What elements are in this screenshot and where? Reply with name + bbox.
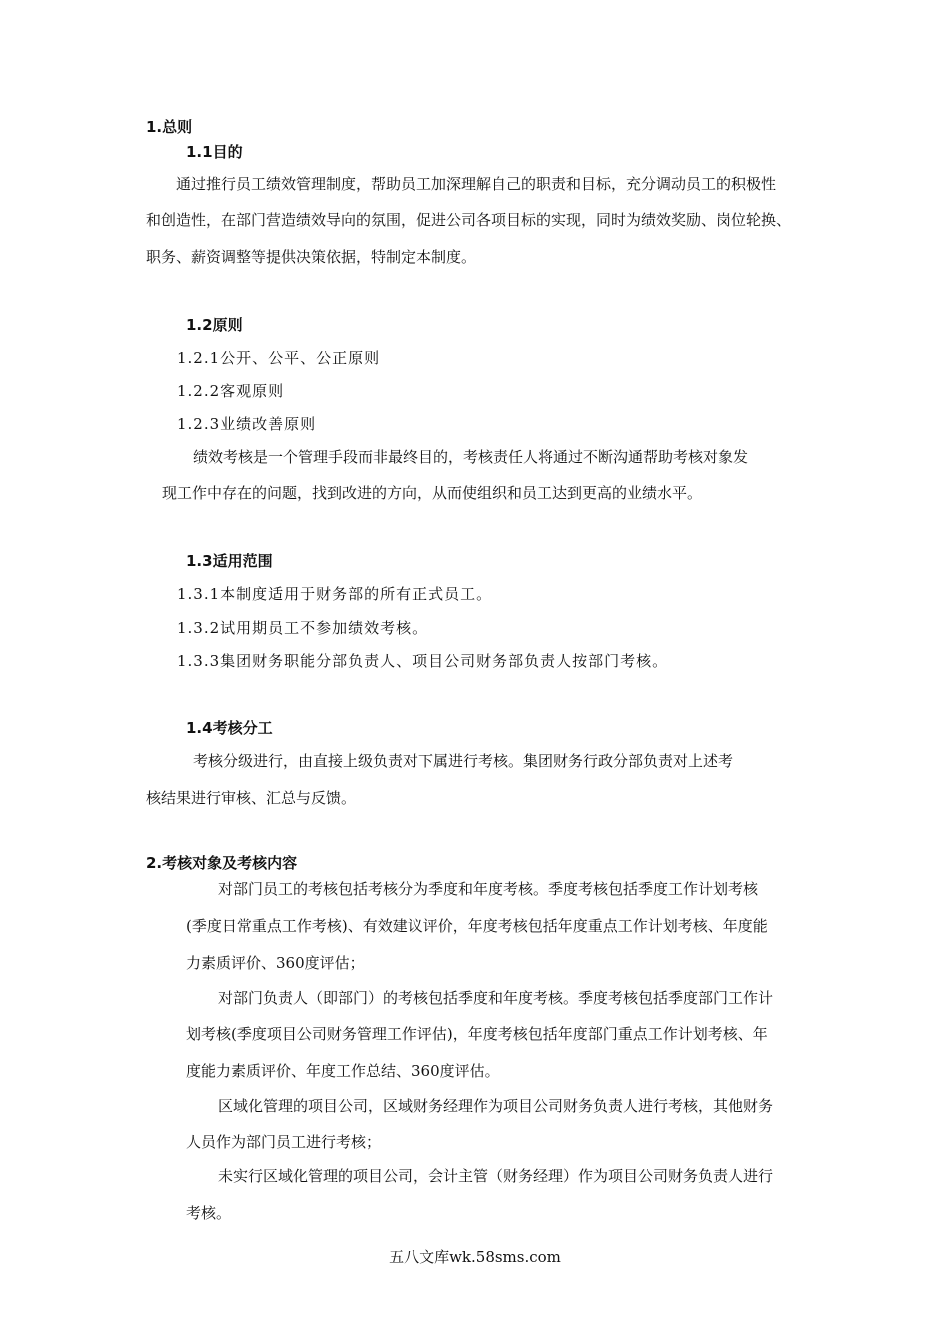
- list-item: 1.2.3业绩改善原则: [177, 415, 317, 433]
- list-item: 1.2.2客观原则: [177, 382, 285, 400]
- section-2-title: 2.考核对象及考核内容: [146, 854, 298, 872]
- section-1-2-title: 1.2原则: [186, 316, 243, 334]
- list-item: 1.3.1本制度适用于财务部的所有正式员工。: [177, 585, 493, 603]
- paragraph-line: (季度日常重点工作考核)、有效建议评价，年度考核包括年度重点工作计划考核、年度能: [186, 917, 768, 935]
- paragraph-line: 通过推行员工绩效管理制度，帮助员工加深理解自己的职责和目标，充分调动员工的积极性: [176, 175, 777, 193]
- footer-watermark: 五八文库wk.58sms.com: [389, 1248, 561, 1266]
- paragraph-line: 现工作中存在的问题，找到改进的方向，从而使组织和员工达到更高的业绩水平。: [162, 484, 703, 502]
- paragraph-line: 考核分级进行，由直接上级负责对下属进行考核。集团财务行政分部负责对上述考: [193, 752, 734, 770]
- paragraph-line: 力素质评价、360度评估；: [186, 954, 365, 972]
- list-item: 1.3.3集团财务职能分部负责人、项目公司财务部负责人按部门考核。: [177, 652, 669, 670]
- paragraph-line: 对部门员工的考核包括考核分为季度和年度考核。季度考核包括季度工作计划考核: [218, 880, 759, 898]
- paragraph-line: 和创造性，在部门营造绩效导向的氛围，促进公司各项目标的实现，同时为绩效奖励、岗位轮换、: [146, 211, 792, 229]
- paragraph-line: 对部门负责人（即部门）的考核包括季度和年度考核。季度考核包括季度部门工作计: [218, 989, 774, 1007]
- section-1-1-title: 1.1目的: [186, 143, 243, 161]
- paragraph-line: 区域化管理的项目公司，区域财务经理作为项目公司财务负责人进行考核，其他财务: [218, 1097, 774, 1115]
- paragraph-line: 考核。: [186, 1204, 232, 1222]
- section-1-title: 1.总则: [146, 118, 193, 136]
- paragraph-line: 人员作为部门员工进行考核；: [186, 1133, 382, 1151]
- paragraph-line: 度能力素质评价、年度工作总结、360度评估。: [186, 1062, 500, 1080]
- section-1-3-title: 1.3适用范围: [186, 552, 273, 570]
- paragraph-line: 职务、薪资调整等提供决策依据，特制定本制度。: [146, 248, 477, 266]
- paragraph-line: 划考核(季度项目公司财务管理工作评估)，年度考核包括年度部门重点工作计划考核、年: [186, 1025, 768, 1043]
- paragraph-line: 核结果进行审核、汇总与反馈。: [146, 789, 357, 807]
- paragraph-line: 未实行区域化管理的项目公司，会计主管（财务经理）作为项目公司财务负责人进行: [218, 1167, 774, 1185]
- section-1-4-title: 1.4考核分工: [186, 719, 273, 737]
- list-item: 1.2.1公开、公平、公正原则: [177, 349, 381, 367]
- paragraph-line: 绩效考核是一个管理手段而非最终目的，考核责任人将通过不断沟通帮助考核对象发: [193, 448, 749, 466]
- list-item: 1.3.2试用期员工不参加绩效考核。: [177, 619, 429, 637]
